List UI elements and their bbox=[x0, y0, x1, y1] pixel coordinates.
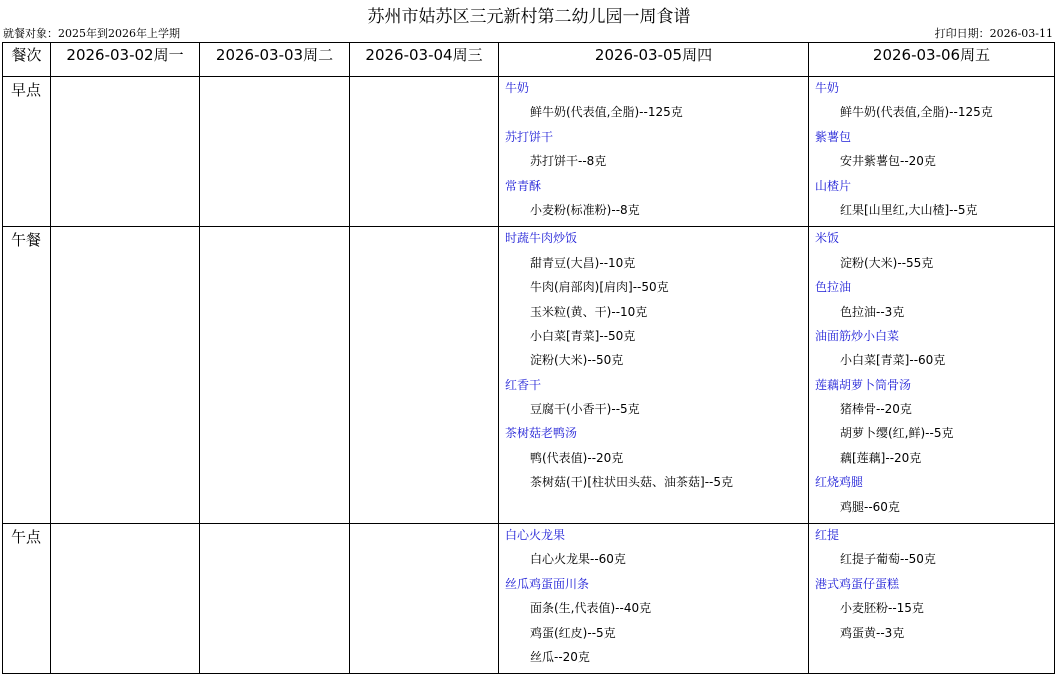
dish-group bbox=[809, 178, 1054, 218]
menu-cell-thu bbox=[499, 227, 809, 524]
dish-name: 常青酥 bbox=[505, 178, 542, 193]
ingredient-item: 甜青豆(大昌)--10克 bbox=[530, 255, 636, 270]
dish-name: 紫薯包 bbox=[815, 129, 852, 144]
ingredient-item: 鲜牛奶(代表值,全脂)--125克 bbox=[840, 105, 993, 120]
ingredient-item: 色拉油--3克 bbox=[840, 304, 905, 319]
dish-group bbox=[809, 328, 1054, 368]
header-day-thu: 2026-03-05周四 bbox=[499, 43, 809, 77]
menu-cell-fri bbox=[809, 524, 1055, 674]
menu-cell-thu bbox=[499, 77, 809, 227]
target-label: 就餐对象：2025年到2026年上学期 bbox=[3, 27, 180, 40]
ingredient-item: 面条(生,代表值)--40克 bbox=[530, 601, 652, 616]
dish-name: 港式鸡蛋仔蛋糕 bbox=[815, 576, 900, 591]
menu-cell-mon bbox=[51, 77, 200, 227]
menu-cell-tue bbox=[200, 77, 350, 227]
dish-group bbox=[809, 527, 1054, 567]
meal-row bbox=[3, 77, 1055, 227]
ingredient-item: 安井紫薯包--20克 bbox=[840, 154, 936, 169]
ingredient-item: 藕[莲藕]--20克 bbox=[840, 450, 922, 465]
ingredient-item: 豆腐干(小香干)--5克 bbox=[530, 402, 640, 417]
ingredient-item: 胡萝卜缨(红,鲜)--5克 bbox=[840, 426, 954, 441]
ingredient-item: 鸡蛋黄--3克 bbox=[840, 625, 905, 640]
menu-cell-tue bbox=[200, 227, 350, 524]
menu-cell-thu bbox=[499, 524, 809, 674]
meal-row bbox=[3, 227, 1055, 524]
ingredient-item: 猪棒骨--20克 bbox=[840, 402, 912, 417]
dish-group bbox=[499, 129, 808, 169]
meal-label: 早点 bbox=[3, 77, 51, 227]
dish-group bbox=[499, 425, 808, 490]
dish-name: 米饭 bbox=[815, 231, 840, 246]
dish-group bbox=[499, 80, 808, 120]
ingredient-item: 苏打饼干--8克 bbox=[530, 154, 607, 169]
dish-group bbox=[809, 279, 1054, 319]
ingredient-item: 鲜牛奶(代表值,全脂)--125克 bbox=[530, 105, 683, 120]
menu-cell-tue bbox=[200, 524, 350, 674]
ingredient-item: 小白菜[青菜]--50克 bbox=[530, 328, 636, 343]
dish-name: 白心火龙果 bbox=[505, 528, 566, 543]
menu-cell-wed bbox=[350, 227, 499, 524]
ingredient-item: 鸡腿--60克 bbox=[840, 499, 900, 514]
print-date-label: 打印日期：2026-03-11 bbox=[934, 27, 1053, 40]
ingredient-item: 鸡蛋(红皮)--5克 bbox=[530, 625, 616, 640]
menu-cell-mon bbox=[51, 227, 200, 524]
header-meal: 餐次 bbox=[3, 43, 51, 77]
ingredient-item: 小麦胚粉--15克 bbox=[840, 601, 924, 616]
ingredient-item: 鸭(代表值)--20克 bbox=[530, 450, 624, 465]
dish-name: 茶树菇老鸭汤 bbox=[505, 426, 578, 441]
menu-cell-wed bbox=[350, 77, 499, 227]
dish-group bbox=[499, 377, 808, 417]
ingredient-item: 茶树菇(干)[柱状田头菇、油茶菇]--5克 bbox=[530, 475, 734, 490]
menu-cell-fri bbox=[809, 227, 1055, 524]
header-day-tue: 2026-03-03周二 bbox=[200, 43, 350, 77]
ingredient-item: 丝瓜--20克 bbox=[530, 649, 590, 664]
dish-group bbox=[499, 576, 808, 665]
dish-name: 红香干 bbox=[505, 377, 542, 392]
dish-name: 丝瓜鸡蛋面川条 bbox=[505, 576, 590, 591]
meal-label: 午点 bbox=[3, 524, 51, 674]
ingredient-item: 红提子葡萄--50克 bbox=[840, 552, 936, 567]
dish-group bbox=[809, 80, 1054, 120]
ingredient-item: 小白菜[青菜]--60克 bbox=[840, 353, 946, 368]
menu-table bbox=[2, 42, 1055, 674]
menu-cell-fri bbox=[809, 77, 1055, 227]
dish-group bbox=[809, 474, 1054, 514]
dish-group bbox=[499, 178, 808, 218]
dish-group bbox=[809, 377, 1054, 466]
dish-name: 色拉油 bbox=[815, 280, 852, 295]
ingredient-item: 玉米粒(黄、干)--10克 bbox=[530, 304, 648, 319]
meal-label: 午餐 bbox=[3, 227, 51, 524]
ingredient-item: 淀粉(大米)--55克 bbox=[840, 255, 934, 270]
dish-name: 红提 bbox=[815, 528, 840, 543]
ingredient-item: 白心火龙果--60克 bbox=[530, 552, 626, 567]
ingredient-item: 小麦粉(标准粉)--8克 bbox=[530, 202, 640, 217]
header-day-fri: 2026-03-06周五 bbox=[809, 43, 1055, 77]
header-day-mon: 2026-03-02周一 bbox=[51, 43, 200, 77]
dish-group bbox=[809, 576, 1054, 641]
ingredient-item: 红果[山里红,大山楂]--5克 bbox=[840, 202, 978, 217]
dish-group bbox=[499, 230, 808, 368]
menu-cell-wed bbox=[350, 524, 499, 674]
dish-group bbox=[499, 527, 808, 567]
dish-group bbox=[809, 230, 1054, 270]
dish-name: 牛奶 bbox=[815, 81, 840, 95]
dish-name: 时蔬牛肉炒饭 bbox=[505, 231, 578, 246]
dish-name: 莲藕胡萝卜筒骨汤 bbox=[815, 377, 912, 392]
ingredient-item: 牛肉(肩部肉)[肩肉]--50克 bbox=[530, 280, 669, 295]
header-row bbox=[3, 43, 1055, 77]
dish-name: 油面筋炒小白菜 bbox=[815, 328, 900, 343]
menu-cell-mon bbox=[51, 524, 200, 674]
dish-group bbox=[809, 129, 1054, 169]
ingredient-item: 淀粉(大米)--50克 bbox=[530, 353, 624, 368]
dish-name: 山楂片 bbox=[815, 178, 852, 193]
dish-name: 牛奶 bbox=[505, 81, 530, 95]
dish-name: 苏打饼干 bbox=[505, 129, 554, 144]
meal-row bbox=[3, 524, 1055, 674]
dish-name: 红烧鸡腿 bbox=[815, 475, 864, 490]
page-title: 苏州市姑苏区三元新村第二幼儿园一周食谱 bbox=[367, 7, 691, 27]
header-day-wed: 2026-03-04周三 bbox=[350, 43, 499, 77]
